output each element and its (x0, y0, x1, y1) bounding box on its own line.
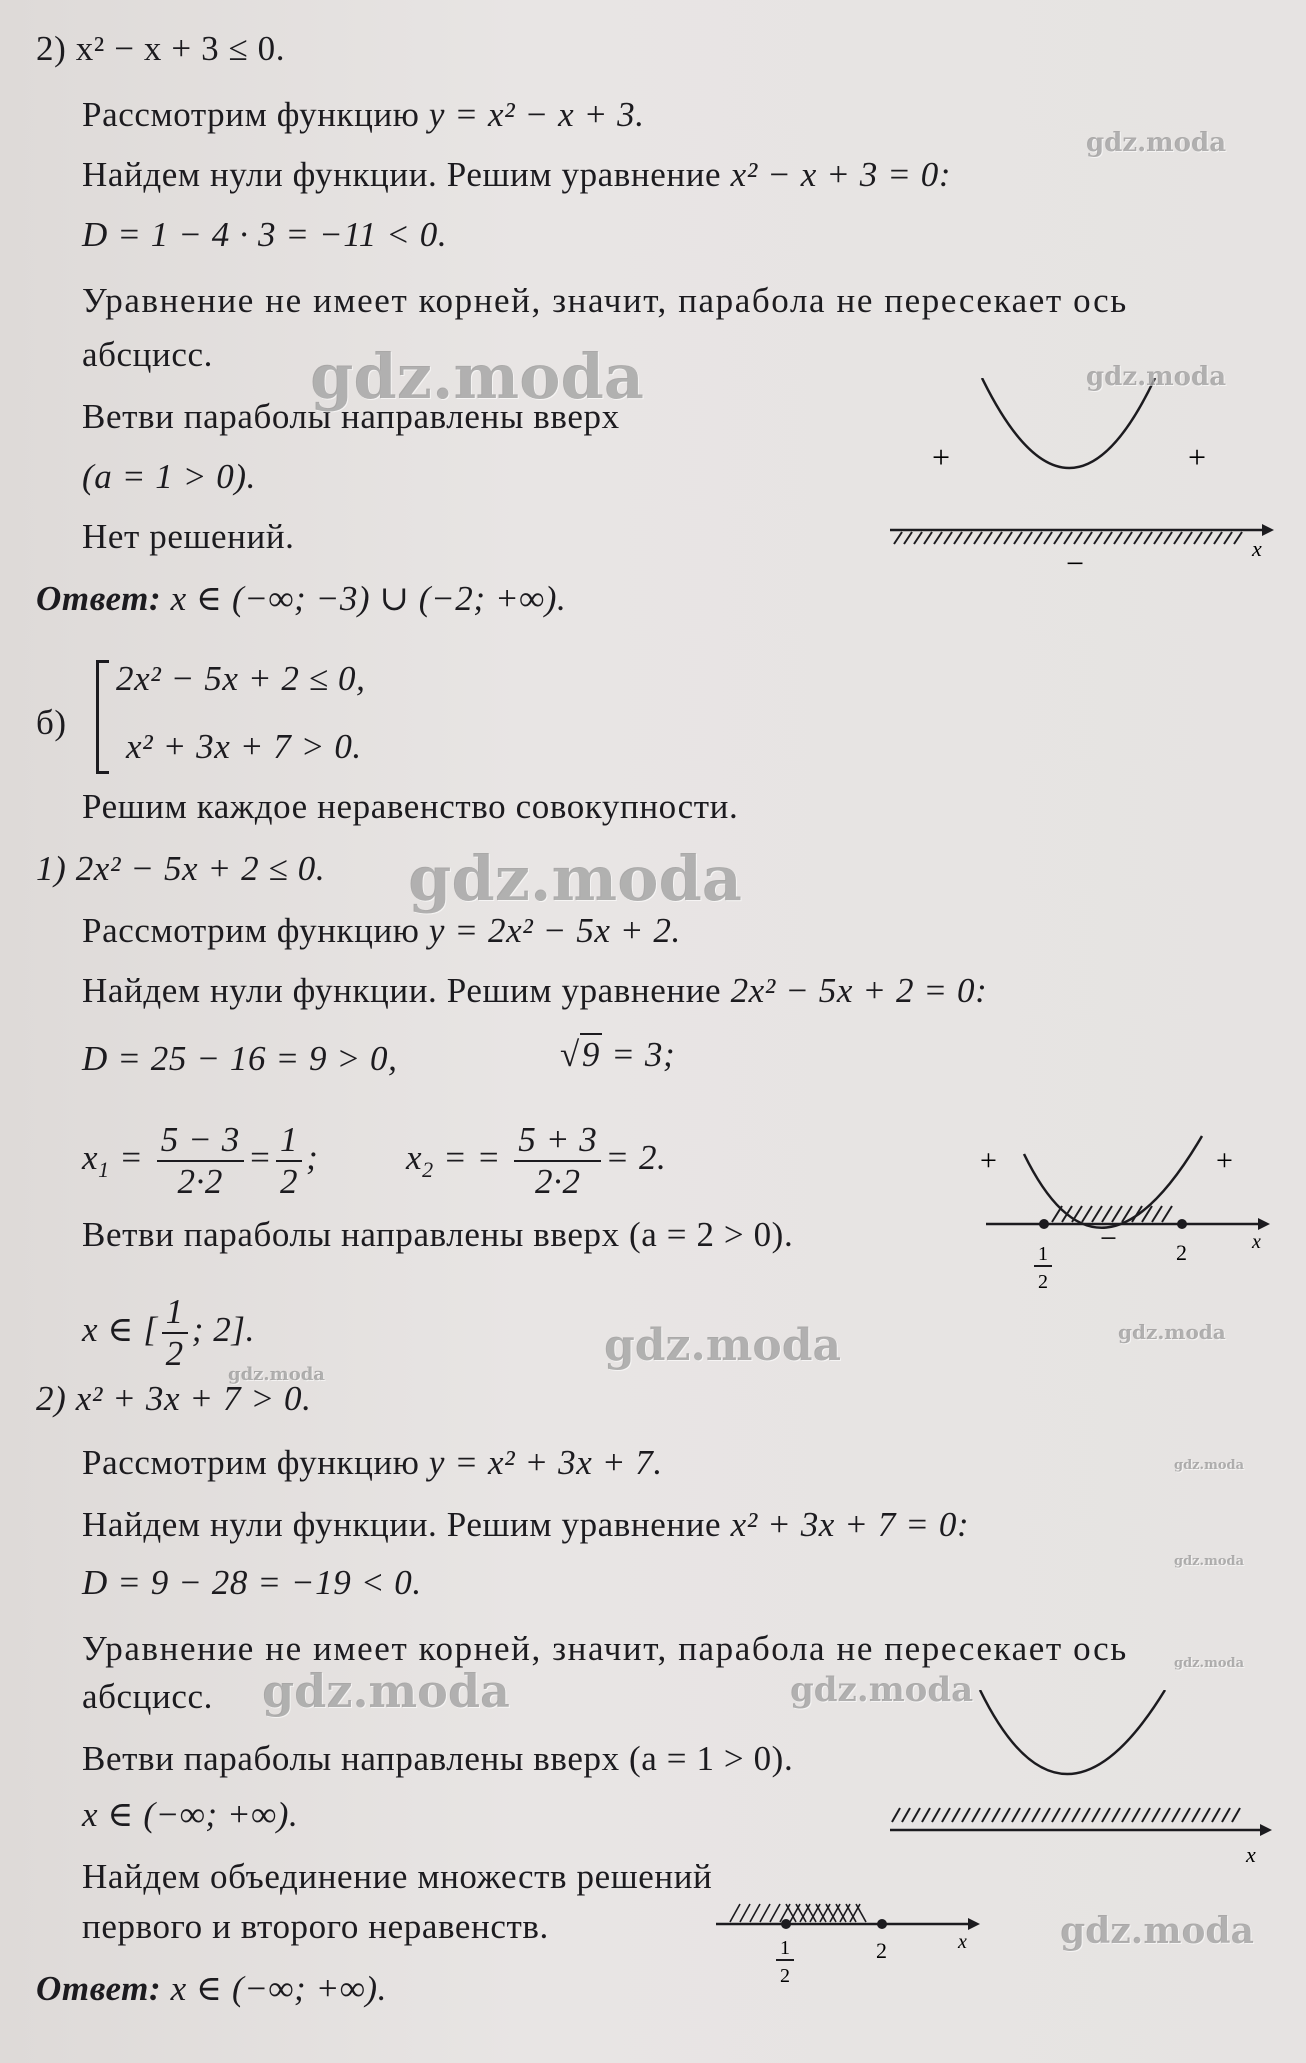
answer-line-1: Ответ: x ∈ (−∞; −3) ∪ (−2; +∞). (36, 579, 567, 618)
watermark-small-1: gdz.moda (1086, 128, 1227, 158)
plus-sign-right: + (1188, 439, 1207, 475)
plus-sign-right-2: + (1216, 1144, 1233, 1177)
consider-function-line-3: Рассмотрим функцию y = x² + 3x + 7. (82, 1443, 663, 1482)
watermark-tiny-3: gdz.moda (1174, 1656, 1245, 1671)
union-line-2: первого и второго неравенств. (82, 1907, 549, 1946)
root-label-4: 2 (876, 1938, 887, 1963)
plus-sign-left-2: + (980, 1144, 997, 1177)
watermark-small-2: gdz.moda (1086, 362, 1227, 392)
branches-up-line: Ветви параболы направлены вверх (82, 397, 620, 436)
coef-a-line: (a = 1 > 0). (82, 457, 256, 496)
watermark-large-2: gdz.moda (408, 842, 742, 915)
watermark-medium-3: gdz.moda (790, 1670, 974, 1710)
minus-sign: − (1066, 545, 1085, 578)
abscissa-line: абсцисс. (82, 335, 213, 374)
no-solutions-line: Нет решений. (82, 517, 295, 556)
subproblem-1-heading: 1) 2x² − 5x + 2 ≤ 0. (36, 849, 326, 888)
system-inequality-1: 2x² − 5x + 2 ≤ 0, (116, 659, 366, 698)
find-zeros-line: Найдем нули функции. Решим уравнение x² − x + 3 = 0: (82, 155, 952, 194)
subproblem-2b-heading: 2) x² + 3x + 7 > 0. (36, 1379, 312, 1418)
answer-line-2: Ответ: x ∈ (−∞; +∞). (36, 1969, 387, 2008)
root-label-half-den: 2 (1038, 1271, 1048, 1293)
branches-up-line-3: Ветви параболы направлены вверх (a = 1 > 0). (82, 1739, 794, 1778)
interval-line-1: x ∈ [ $\frac{1}{2}$ ; 2]. (82, 1292, 255, 1373)
watermark-tiny-2: gdz.moda (1174, 1554, 1245, 1569)
parabola-diagram-3 (870, 1690, 1290, 1870)
root-label-4-half-den: 2 (780, 1965, 790, 1987)
system-bracket (96, 660, 109, 774)
number-line-diagram (710, 1884, 1000, 2000)
abscissa-line-2: абсцисс. (82, 1677, 213, 1716)
minus-sign-2: − (1100, 1222, 1117, 1255)
discriminant-line-2: D = 25 − 16 = 9 > 0, (82, 1039, 398, 1078)
sqrt-line: √9 = 3; (560, 1035, 676, 1074)
root-x1: $x_1$ = $\frac{5 - 3}{2\cdot 2}$ = $\frac{1}{2}$ ; (82, 1120, 319, 1201)
interval-line-2: x ∈ (−∞; +∞). (82, 1795, 299, 1834)
no-roots-line: Уравнение не имеет корней, значит, парабола не пересекает ось (82, 281, 1128, 320)
system-inequality-2: x² + 3x + 7 > 0. (126, 727, 362, 766)
watermark-medium-1: gdz.moda (604, 1320, 842, 1371)
watermark-medium-2: gdz.moda (262, 1664, 510, 1718)
axis-x-label-2: x (1252, 1231, 1261, 1253)
consider-function-line: Рассмотрим функцию y = x² − x + 3. (82, 95, 645, 134)
no-roots-line-2: Уравнение не имеет корней, значит, парабола не пересекает ось (82, 1629, 1128, 1668)
axis-x-label-3: x (1246, 1842, 1256, 1867)
parabola-diagram-1 (880, 378, 1280, 578)
subproblem-2-heading: 2) x² − x + 3 ≤ 0. (36, 29, 286, 68)
watermark-small-4: gdz.moda (228, 1364, 325, 1385)
parabola-diagram-2 (980, 1130, 1280, 1310)
root-label-half-num: 1 (1038, 1243, 1048, 1265)
discriminant-line-3: D = 9 − 28 = −19 < 0. (82, 1563, 422, 1602)
watermark-small-3: gdz.moda (1118, 1320, 1226, 1344)
plus-sign-left: + (932, 439, 951, 475)
consider-function-line-2: Рассмотрим функцию y = 2x² − 5x + 2. (82, 911, 681, 950)
branches-up-line-2: Ветви параболы направлены вверх (a = 2 > 0). (82, 1215, 794, 1254)
discriminant-line: D = 1 − 4 · 3 = −11 < 0. (82, 215, 448, 254)
union-line-1: Найдем объединение множеств решений (82, 1857, 713, 1896)
watermark-tiny-1: gdz.moda (1174, 1458, 1245, 1473)
axis-x-label: x (1252, 536, 1262, 561)
part-b-label: б) (36, 703, 67, 742)
solve-each-line: Решим каждое неравенство совокупности. (82, 787, 739, 826)
root-label-2: 2 (1176, 1240, 1187, 1265)
root-x2: $x_2$ = = $\frac{5 + 3}{2\cdot 2}$ = 2. (406, 1120, 667, 1201)
watermark-medium-4: gdz.moda (1060, 1910, 1254, 1952)
root-label-4-half-num: 1 (780, 1937, 790, 1959)
watermark-large-1: gdz.moda (310, 340, 644, 413)
axis-x-label-4: x (958, 1931, 967, 1953)
find-zeros-line-2: Найдем нули функции. Решим уравнение 2x² − 5x + 2 = 0: (82, 971, 988, 1010)
find-zeros-line-3: Найдем нули функции. Решим уравнение x² + 3x + 7 = 0: (82, 1505, 970, 1544)
